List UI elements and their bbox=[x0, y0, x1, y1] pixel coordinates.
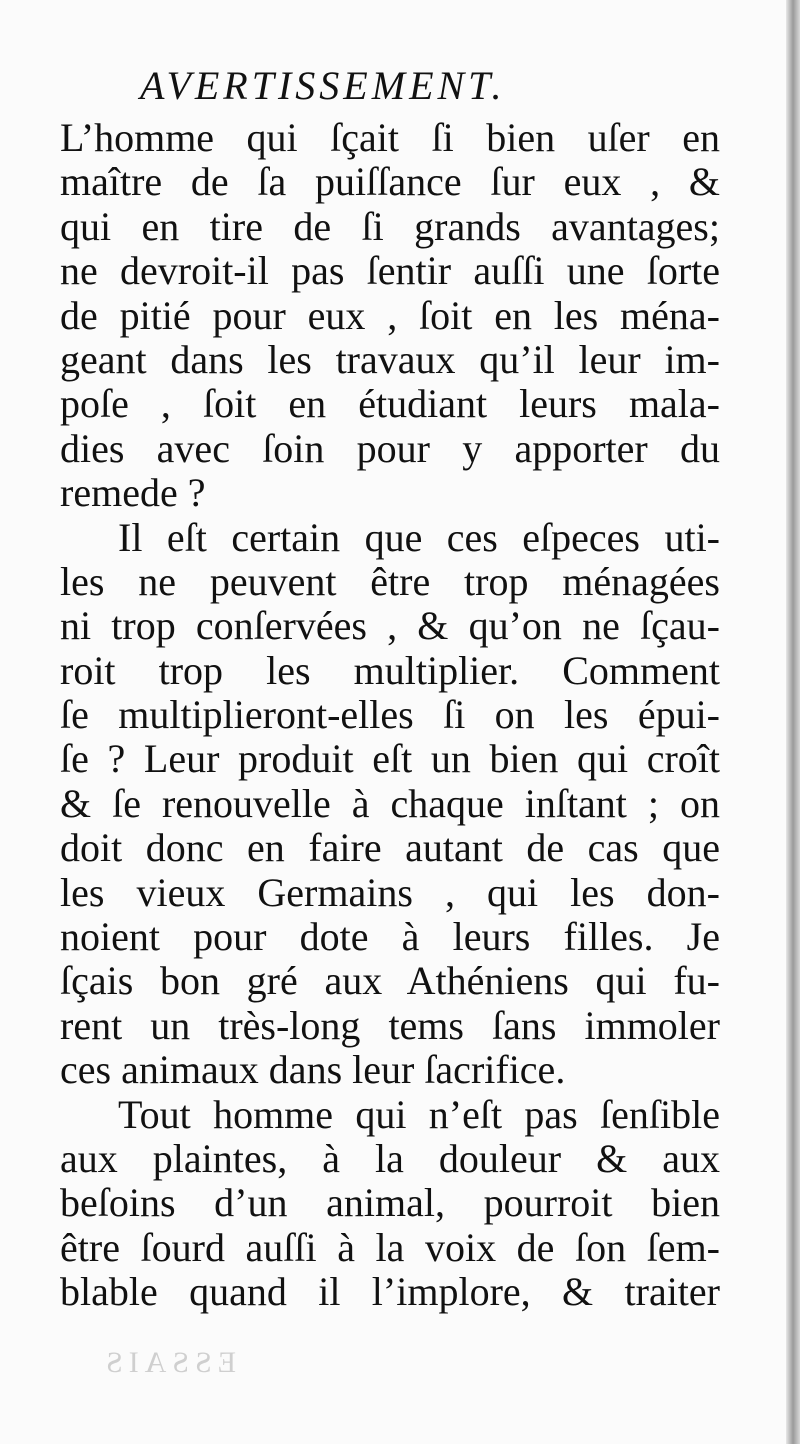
text-line: blable quand il l’implore, & traiter bbox=[60, 1269, 720, 1315]
text-line: les vieux Germains , qui les don- bbox=[60, 869, 720, 915]
text-line: & ſe renouvelle à chaque inſtant ; on bbox=[60, 780, 720, 826]
text-line: L’homme qui ſçait ſi bien uſer en bbox=[60, 115, 720, 160]
text-line: ni trop conſervées , & qu’on ne ſçau- bbox=[60, 603, 720, 649]
running-head: AVERTISSEMENT. bbox=[140, 63, 506, 108]
scan-edge bbox=[786, 0, 800, 1444]
text-line: qui en tire de ſi grands avantages; bbox=[60, 203, 720, 249]
text-line: beſoins d’un animal, pourroit bien bbox=[60, 1180, 720, 1226]
text-line: remede ? bbox=[60, 470, 206, 516]
text-line: de pitié pour eux , ſoit en les ména- bbox=[60, 292, 720, 338]
paragraph-start-line: Tout homme qui n’eſt pas ſenſible bbox=[118, 1091, 720, 1137]
text-line: ſçais bon gré aux Athéniens qui fu- bbox=[60, 958, 720, 1004]
text-line: poſe , ſoit en étudiant leurs mala- bbox=[60, 381, 720, 427]
text-line: ſe ? Leur produit eſt un bien qui croît bbox=[60, 736, 720, 782]
text-line: dies avec ſoin pour y apporter du bbox=[60, 425, 720, 471]
bleed-through-text: ESSAIS bbox=[100, 1346, 237, 1379]
text-line: ne devroit-il pas ſentir auſſi une ſorte bbox=[60, 248, 720, 294]
text-line: geant dans les travaux qu’il leur im- bbox=[60, 336, 720, 382]
text-line: noient pour dote à leurs filles. Je bbox=[60, 914, 720, 960]
text-line: aux plaintes, à la douleur & aux bbox=[60, 1135, 720, 1181]
text-line: rent un très-long tems ſans immoler bbox=[60, 1002, 720, 1048]
body-text bbox=[60, 116, 720, 1315]
paragraph-start-line: Il eſt certain que ces eſpeces uti- bbox=[118, 514, 720, 560]
text-line: doit donc en faire autant de cas que bbox=[60, 825, 720, 871]
text-line: les ne peuvent être trop ménagées bbox=[60, 558, 720, 604]
text-line: être ſourd auſſi à la voix de ſon ſem- bbox=[60, 1224, 720, 1270]
text-line: ces animaux dans leur ſacrifice. bbox=[60, 1047, 566, 1093]
text-line: ſe multiplieront-elles ſi on les épui- bbox=[60, 692, 720, 738]
text-line: roit trop les multiplier. Comment bbox=[60, 647, 720, 693]
text-line: maître de ſa puiſſance ſur eux , & bbox=[60, 159, 720, 205]
